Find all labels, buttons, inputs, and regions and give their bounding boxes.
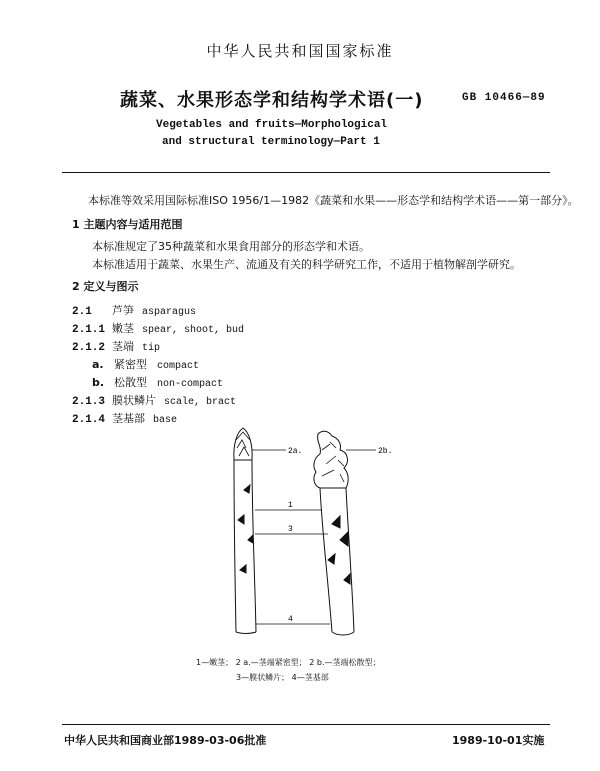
top-divider xyxy=(62,172,550,173)
definition-item xyxy=(72,320,244,336)
approval-line: 中华人民共和国商业部1989-03-06批准 xyxy=(64,734,267,747)
english-title-line-2: and structural terminology—Part 1 xyxy=(162,136,380,148)
definition-number: 2.1.1 xyxy=(72,324,106,336)
definition-item xyxy=(72,338,160,354)
definition-term-en: spear, shoot, bud xyxy=(142,325,245,336)
document-title: 蔬菜、水果形态学和结构学术语(一) xyxy=(120,90,424,111)
implementation-date: 1989-10-01实施 xyxy=(452,734,545,747)
section-1-heading: 1 主题内容与适用范围 xyxy=(72,218,183,231)
standard-issuer: 中华人民共和国国家标准 xyxy=(206,42,394,60)
compact-base-cut xyxy=(236,632,256,634)
label-3: 3 xyxy=(288,525,293,534)
subtype-term-zh: 紧密型 xyxy=(114,358,147,371)
definition-number: 2.1.4 xyxy=(72,414,106,426)
compact-tip-outline xyxy=(234,428,252,460)
compact-stem-outline xyxy=(234,460,256,632)
definition-term-zh: 膜状鳞片 xyxy=(112,394,156,407)
definition-term-zh: 茎端 xyxy=(112,340,134,353)
noncompact-scales xyxy=(328,516,350,584)
label-1: 1 xyxy=(288,501,293,510)
label-4: 4 xyxy=(288,615,293,624)
noncompact-stem-outline xyxy=(320,488,354,632)
subtype-letter: b. xyxy=(92,376,105,389)
asparagus-spear-noncompact xyxy=(314,431,354,635)
definition-term-zh: 芦笋 xyxy=(112,304,134,317)
definition-item xyxy=(72,410,177,426)
definition-number: 2.1.3 xyxy=(72,396,106,408)
definition-item xyxy=(72,302,196,318)
compact-tip-scales xyxy=(236,432,250,456)
noncompact-base-cut xyxy=(332,632,354,635)
definition-term-zh: 茎基部 xyxy=(112,412,145,425)
tip-subtype-item xyxy=(92,374,223,390)
asparagus-spear-compact xyxy=(234,428,256,634)
definition-term-en: tip xyxy=(142,343,161,354)
section-1-paragraph-1: 本标准规定了35种蔬菜和水果食用部分的形态学和术语。 xyxy=(92,240,370,253)
definition-term-en: asparagus xyxy=(142,307,197,318)
subtype-term-en: non-compact xyxy=(157,379,224,390)
definition-term-en: base xyxy=(153,415,178,426)
subtype-letter: a. xyxy=(92,358,104,371)
figure-legend-line-1: 1—嫩茎； 2 a.—茎端紧密型； 2 b.—茎端松散型； xyxy=(196,658,381,667)
tip-subtype-item xyxy=(92,356,199,372)
definition-number: 2.1 xyxy=(72,306,92,318)
figure-legend-line-2: 3—膜状鳞片； 4—茎基部 xyxy=(236,673,329,682)
intro-paragraph: 本标准等效采用国际标准ISO 1956/1—1982《蔬菜和水果——形态学和结构学术语——第一部分》。 xyxy=(88,194,579,207)
label-2a: 2a. xyxy=(288,447,303,456)
label-2b: 2b. xyxy=(378,447,393,456)
english-title-line-1: Vegetables and fruits—Morphological xyxy=(156,119,388,131)
definition-term-en: scale, bract xyxy=(164,397,237,408)
definition-number: 2.1.2 xyxy=(72,342,106,354)
section-2-heading: 2 定义与图示 xyxy=(72,280,139,293)
definition-term-zh: 嫩茎 xyxy=(112,322,134,335)
asparagus-figure xyxy=(200,420,420,650)
bottom-divider xyxy=(62,724,550,725)
section-1-paragraph-2: 本标准适用于蔬菜、水果生产、流通及有关的科学研究工作，不适用于植物解剖学研究。 xyxy=(92,258,521,271)
definition-item xyxy=(72,392,236,408)
standard-code: GB 10466—89 xyxy=(462,92,546,104)
subtype-term-en: compact xyxy=(157,361,200,372)
compact-scales xyxy=(238,485,253,573)
subtype-term-zh: 松散型 xyxy=(114,376,147,389)
